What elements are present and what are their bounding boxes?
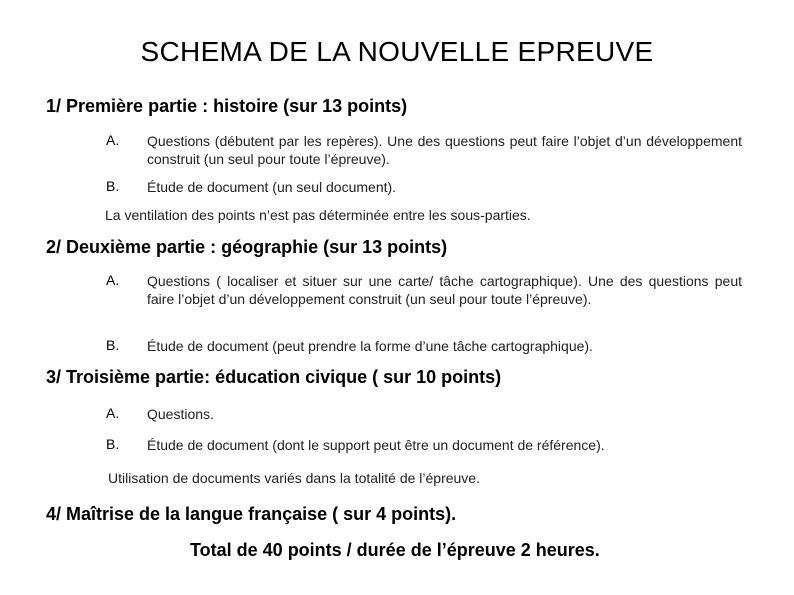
page-title: SCHEMA DE LA NOUVELLE EPREUVE <box>140 36 654 67</box>
part1-note: La ventilation des points n’est pas déterminée entre les sous-parties. <box>105 207 531 223</box>
part3-item-b-text: Étude de document (dont le support peut être un document de référence). <box>147 437 605 453</box>
part4-heading: 4/ Maîtrise de la langue française ( sur 4 points). <box>46 504 457 524</box>
part1-item-b-text: Étude de document (un seul document). <box>147 179 397 195</box>
part3-heading: 3/ Troisième partie: éducation civique ( sur 10 points) <box>46 367 502 387</box>
part3-note: Utilisation de documents variés dans la totalité de l’épreuve. <box>108 470 480 486</box>
part2-item-a-text: Questions ( localiser et situer sur une carte/ tâche cartographique). Une des questions peut faire l’objet d’un développement construit (un seul pour toute l’épreuve). <box>147 273 742 307</box>
part3-item-a-letter: A. <box>106 405 120 421</box>
part1-item-b-letter: B. <box>106 178 120 194</box>
part3-item-a-text: Questions. <box>147 406 214 422</box>
part2-item-b-letter: B. <box>106 337 120 353</box>
part1-item-a-letter: A. <box>106 132 120 148</box>
part2-heading: 2/ Deuxième partie : géographie (sur 13 points) <box>46 237 448 257</box>
part2-item-b-text: Étude de document (peut prendre la forme d’une tâche cartographique). <box>147 338 593 354</box>
part2-item-a-letter: A. <box>106 272 120 288</box>
total-summary: Total de 40 points / durée de l’épreuve 2 heures. <box>190 540 600 560</box>
part1-heading: 1/ Première partie : histoire (sur 13 points) <box>46 96 408 116</box>
part1-item-a-text: Questions (débutent par les repères). Une des questions peut faire l’objet d’un développement construit (un seul pour toute l’épreuve). <box>147 133 742 167</box>
part3-item-b-letter: B. <box>106 436 120 452</box>
